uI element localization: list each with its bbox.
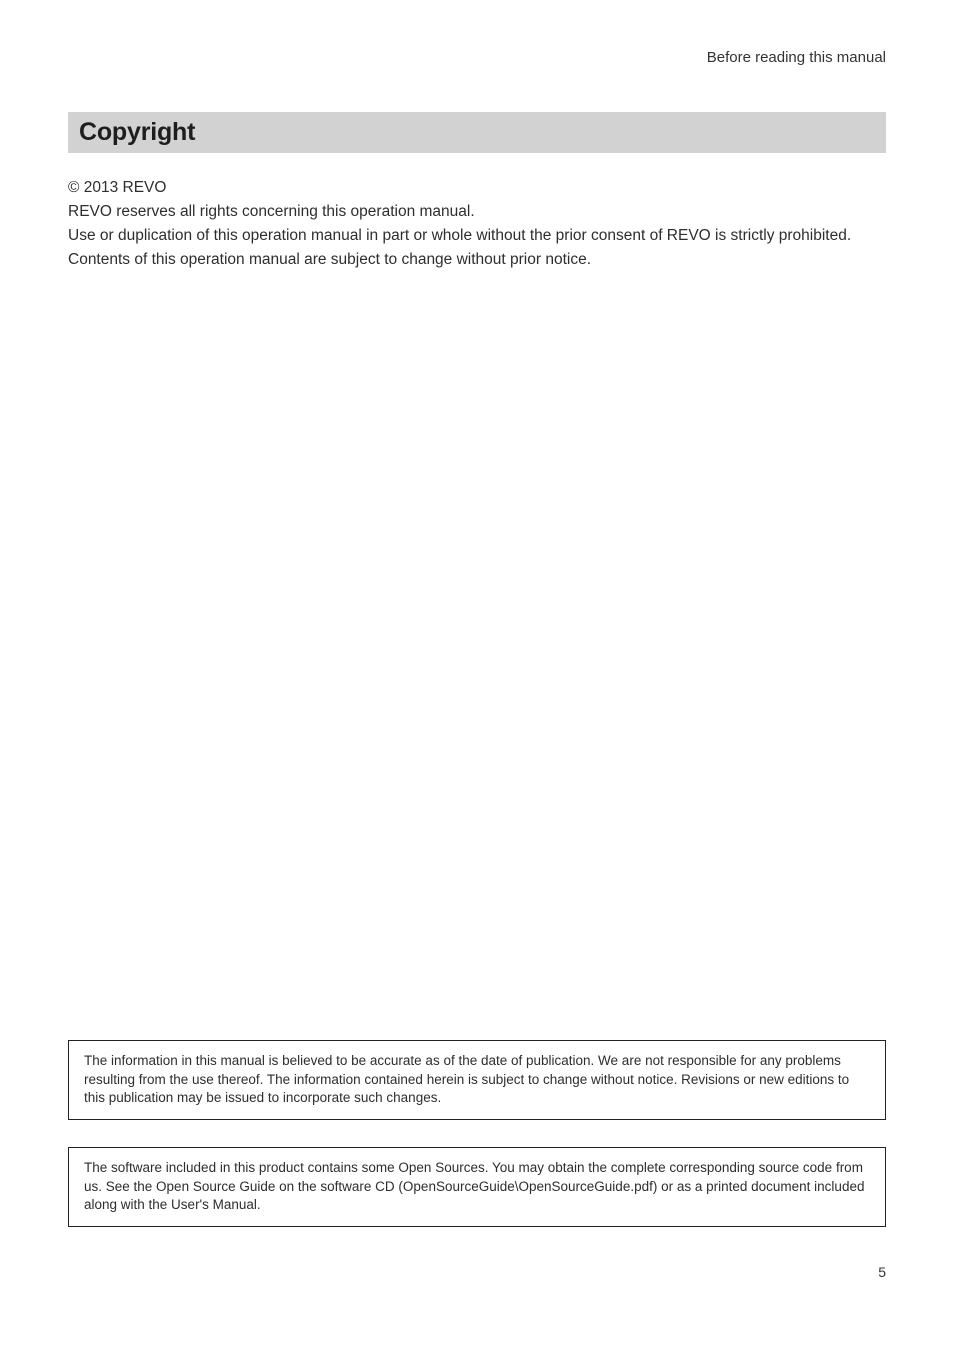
open-source-notice-box xyxy=(68,1147,886,1227)
copyright-body xyxy=(68,176,908,272)
section-title: Copyright xyxy=(79,118,196,146)
accuracy-notice-text: The information in this manual is believed to be accurate as of the date of publication. We are not responsible for any problems resulting from the use thereof. The information contained herein is subject to change without notice. Revisions or new editions to this publication may be issued to incorporate such changes. xyxy=(84,1053,850,1105)
change-notice-line: Contents of this operation manual are subject to change without prior notice. xyxy=(68,251,592,268)
section-title-bar xyxy=(68,112,886,153)
open-source-notice-text: The software included in this product contains some Open Sources. You may obtain the complete corresponding source code from us. See the Open Source Guide on the software CD (OpenSourceGuide\OpenSourceGuide.pdf) or as a printed document included along with the User's Manual. xyxy=(84,1160,865,1212)
duplication-line: Use or duplication of this operation manual in part or whole without the prior consent of REVO is strictly prohibited. xyxy=(68,227,852,244)
copyright-line: © 2013 REVO xyxy=(68,179,167,196)
page-number: 5 xyxy=(878,1264,886,1280)
rights-line: REVO reserves all rights concerning this operation manual. xyxy=(68,203,475,220)
accuracy-notice-box xyxy=(68,1040,886,1120)
running-header: Before reading this manual xyxy=(706,49,886,66)
